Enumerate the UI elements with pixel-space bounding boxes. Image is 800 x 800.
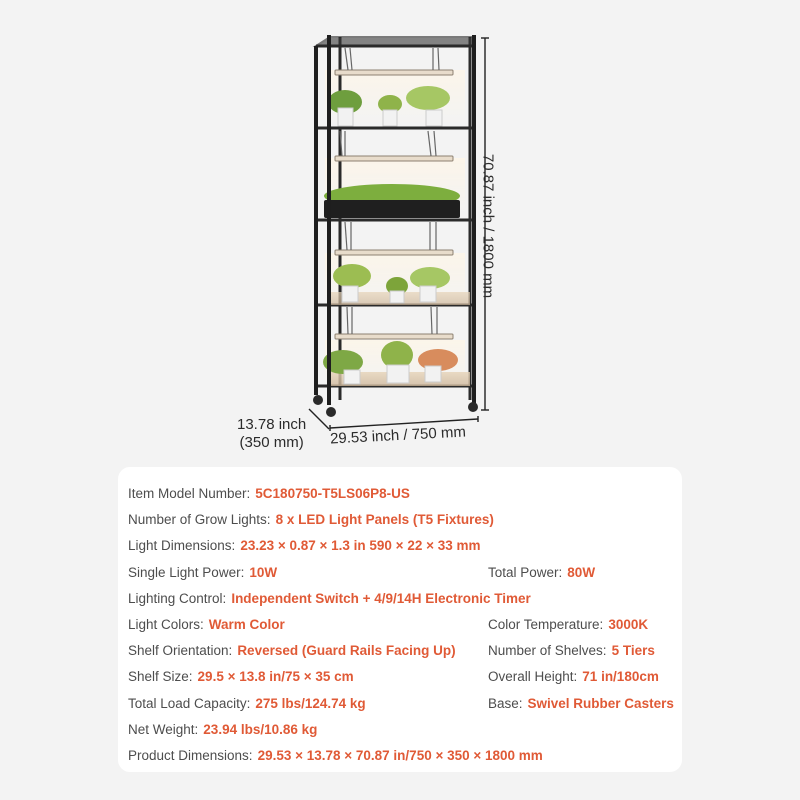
depth-inch-label: 13.78 inch [237,416,307,433]
spec-value: 71 in/180cm [582,669,659,685]
spec-value: 5C180750-T5LS06P8-US [255,486,410,501]
spec-row-shelf-size [128,664,682,690]
spec-row-product-dimensions [128,743,682,769]
spec-label: Total Power: [488,564,563,580]
spec-item [128,691,366,717]
spec-label: Number of Grow Lights: [128,512,271,528]
spec-label: Single Light Power: [128,564,245,580]
spec-row-light-dimensions [128,533,682,559]
spec-value: Warm Color [208,616,285,632]
spec-value: 275 lbs/124.74 kg [255,695,366,711]
spec-item [128,717,317,743]
depth-mm-label: (350 mm) [239,434,304,451]
spec-label: Light Dimensions: [128,538,236,554]
spec-label: Lighting Control: [128,590,227,606]
depth-dimension-label [237,416,306,452]
spec-label: Item Model Number: [128,486,251,501]
spec-value: 23.94 lbs/10.86 kg [203,721,318,737]
spec-item [128,638,456,664]
spec-value: Swivel Rubber Casters [527,695,674,711]
spec-item [128,481,410,507]
spec-value: 80W [567,564,596,580]
spec-value: 8 x LED Light Panels (T5 Fixtures) [275,512,494,528]
spec-label: Product Dimensions: [128,747,253,763]
spec-value: 3000K [608,616,649,632]
spec-label: Net Weight: [128,721,199,737]
spec-item [488,612,648,638]
spec-row-grow-lights [128,507,682,533]
spec-row-light-colors [128,612,682,638]
spec-row-shelf-orientation [128,638,682,664]
spec-label: Shelf Size: [128,669,193,685]
spec-row-model-number [128,481,682,507]
spec-item [128,664,354,690]
specifications-panel [118,467,682,772]
casters [313,395,478,417]
spec-item [488,691,674,717]
spec-value: 29.53 × 13.78 × 70.87 in/750 × 350 × 1800 mm [257,747,543,763]
spec-item [128,507,494,533]
height-dimension-label: 70.87 inch / 1800 mm [479,153,497,299]
spec-item [488,638,655,664]
spec-label: Light Colors: [128,616,204,632]
spec-value: Reversed (Guard Rails Facing Up) [237,643,456,659]
spec-item [128,586,531,612]
spec-item [128,743,543,769]
spec-value: 5 Tiers [611,643,655,659]
spec-value: Independent Switch + 4/9/14H Electronic Timer [231,590,531,606]
spec-value: 10W [249,564,278,580]
spec-label: Color Temperature: [488,616,604,632]
spec-label: Base: [488,695,523,711]
spec-label: Total Load Capacity: [128,695,251,711]
spec-item [488,560,595,586]
spec-row-lighting-control [128,586,682,612]
spec-row-load-capacity [128,691,682,717]
spec-item [488,664,659,690]
spec-row-power [128,560,682,586]
spec-item [128,560,277,586]
spec-label: Overall Height: [488,669,578,685]
spec-row-net-weight [128,717,682,743]
spec-label: Number of Shelves: [488,643,607,659]
width-dimension-label: 29.53 inch / 750 mm [329,423,467,448]
spec-item [128,612,285,638]
spec-label: Shelf Orientation: [128,643,233,659]
spec-item [128,533,481,559]
spec-value: 23.23 × 0.87 × 1.3 in 590 × 22 × 33 mm [240,538,481,554]
spec-value: 29.5 × 13.8 in/75 × 35 cm [197,669,354,685]
